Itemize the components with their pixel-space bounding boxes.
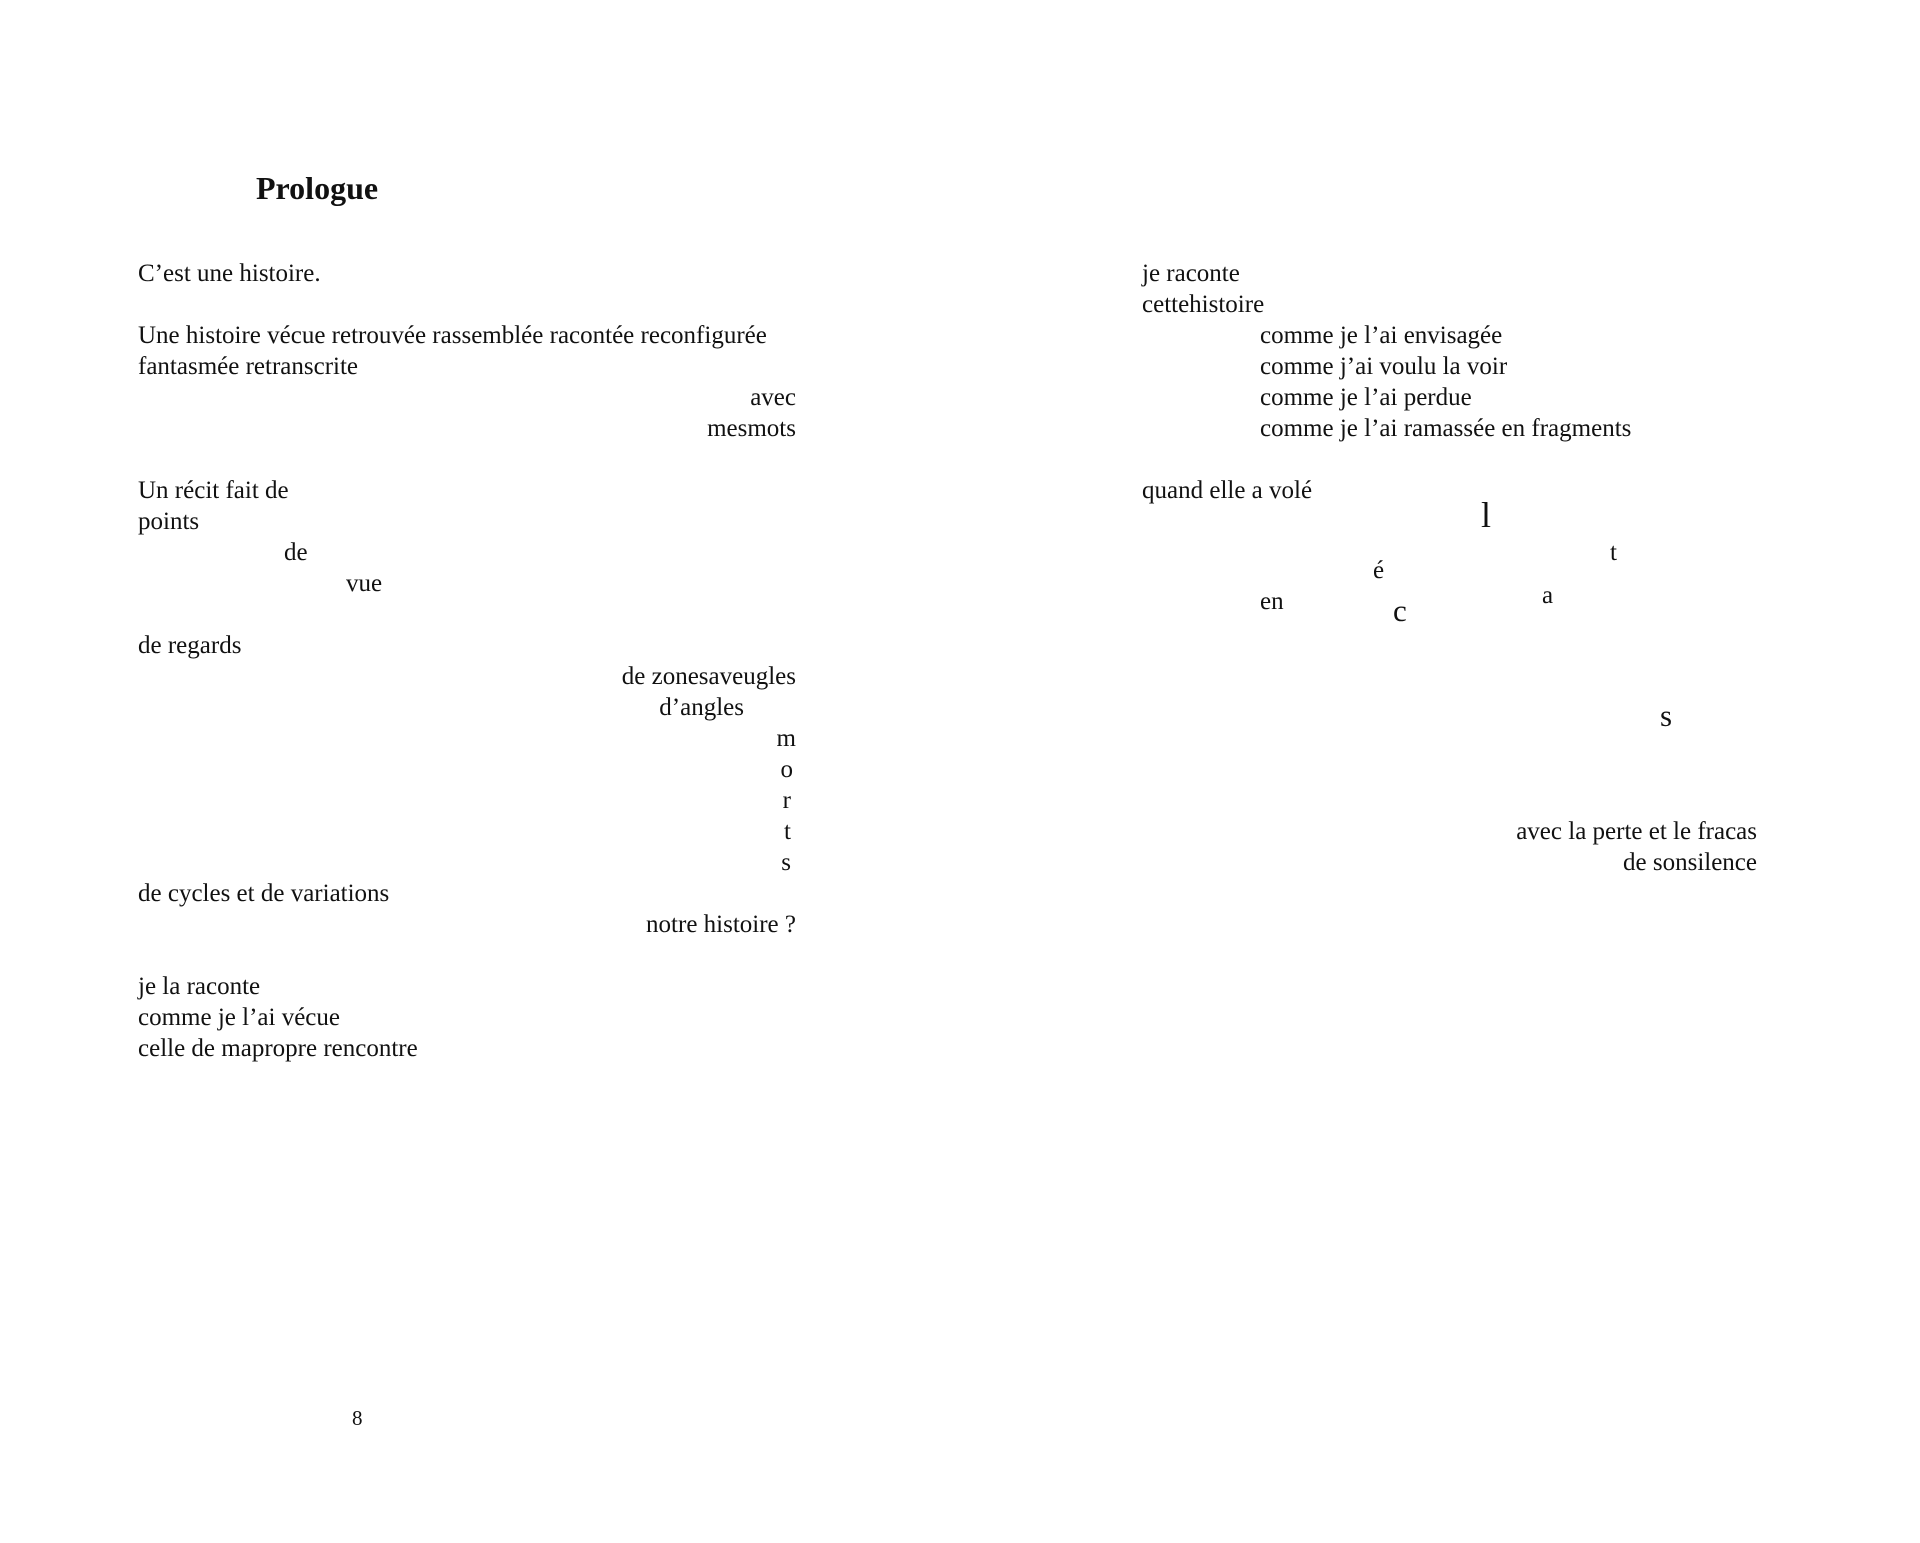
text-line: de cycles et de variations	[138, 880, 390, 907]
text-line: Une histoire vécue retrouvée rassemblée racontée reconfigurée	[138, 322, 767, 349]
chapter-title: Prologue	[256, 170, 379, 206]
text-line: quand elle a volé	[1142, 477, 1313, 504]
text-line: comme j’ai voulu la voir	[1260, 353, 1508, 380]
text-line: notre histoire ?	[646, 911, 796, 938]
text-line: fantasmée retranscrite	[138, 353, 359, 380]
vertical-letter: o	[780, 756, 793, 783]
text-line: comme je l’ai perdue	[1260, 384, 1472, 411]
scattered-letter: t	[1610, 539, 1617, 566]
text-line: comme je l’ai envisagée	[1260, 322, 1503, 349]
scattered-letter: l	[1481, 495, 1492, 535]
text-line: celle de mapropre rencontre	[138, 1035, 418, 1062]
text-line: vue	[346, 570, 383, 597]
text-line: de	[284, 539, 308, 566]
vertical-letter: s	[781, 849, 791, 876]
text-line: avec	[750, 384, 796, 411]
text-line: comme je l’ai ramassée en fragments	[1260, 415, 1632, 442]
text-line: mesmots	[707, 415, 796, 442]
text-line: avec la perte et le fracas	[1516, 818, 1757, 845]
text-line: de regards	[138, 632, 242, 659]
vertical-letter: r	[782, 787, 791, 814]
text-line: Un récit fait de	[138, 477, 289, 504]
scattered-letter: c	[1393, 593, 1407, 628]
right-page	[960, 0, 1920, 1543]
scattered-letter: é	[1373, 557, 1385, 584]
scattered-letter: a	[1542, 582, 1554, 609]
text-line: C’est une histoire.	[138, 260, 321, 287]
text-line: je la raconte	[138, 973, 261, 1000]
text-line: de zonesaveugles	[621, 663, 796, 690]
scattered-letter: s	[1660, 698, 1673, 733]
text-line: comme je l’ai vécue	[138, 1004, 340, 1031]
vertical-letter: m	[776, 725, 796, 752]
page-number: 8	[352, 1406, 363, 1430]
text-line: d’angles	[659, 694, 744, 721]
text-line: points	[138, 508, 200, 535]
vertical-letter: t	[784, 818, 791, 845]
text-line: je raconte	[1142, 260, 1240, 287]
text-line: de sonsilence	[1623, 849, 1757, 876]
text-line: cettehistoire	[1142, 291, 1265, 318]
scattered-letter: en	[1260, 588, 1284, 615]
